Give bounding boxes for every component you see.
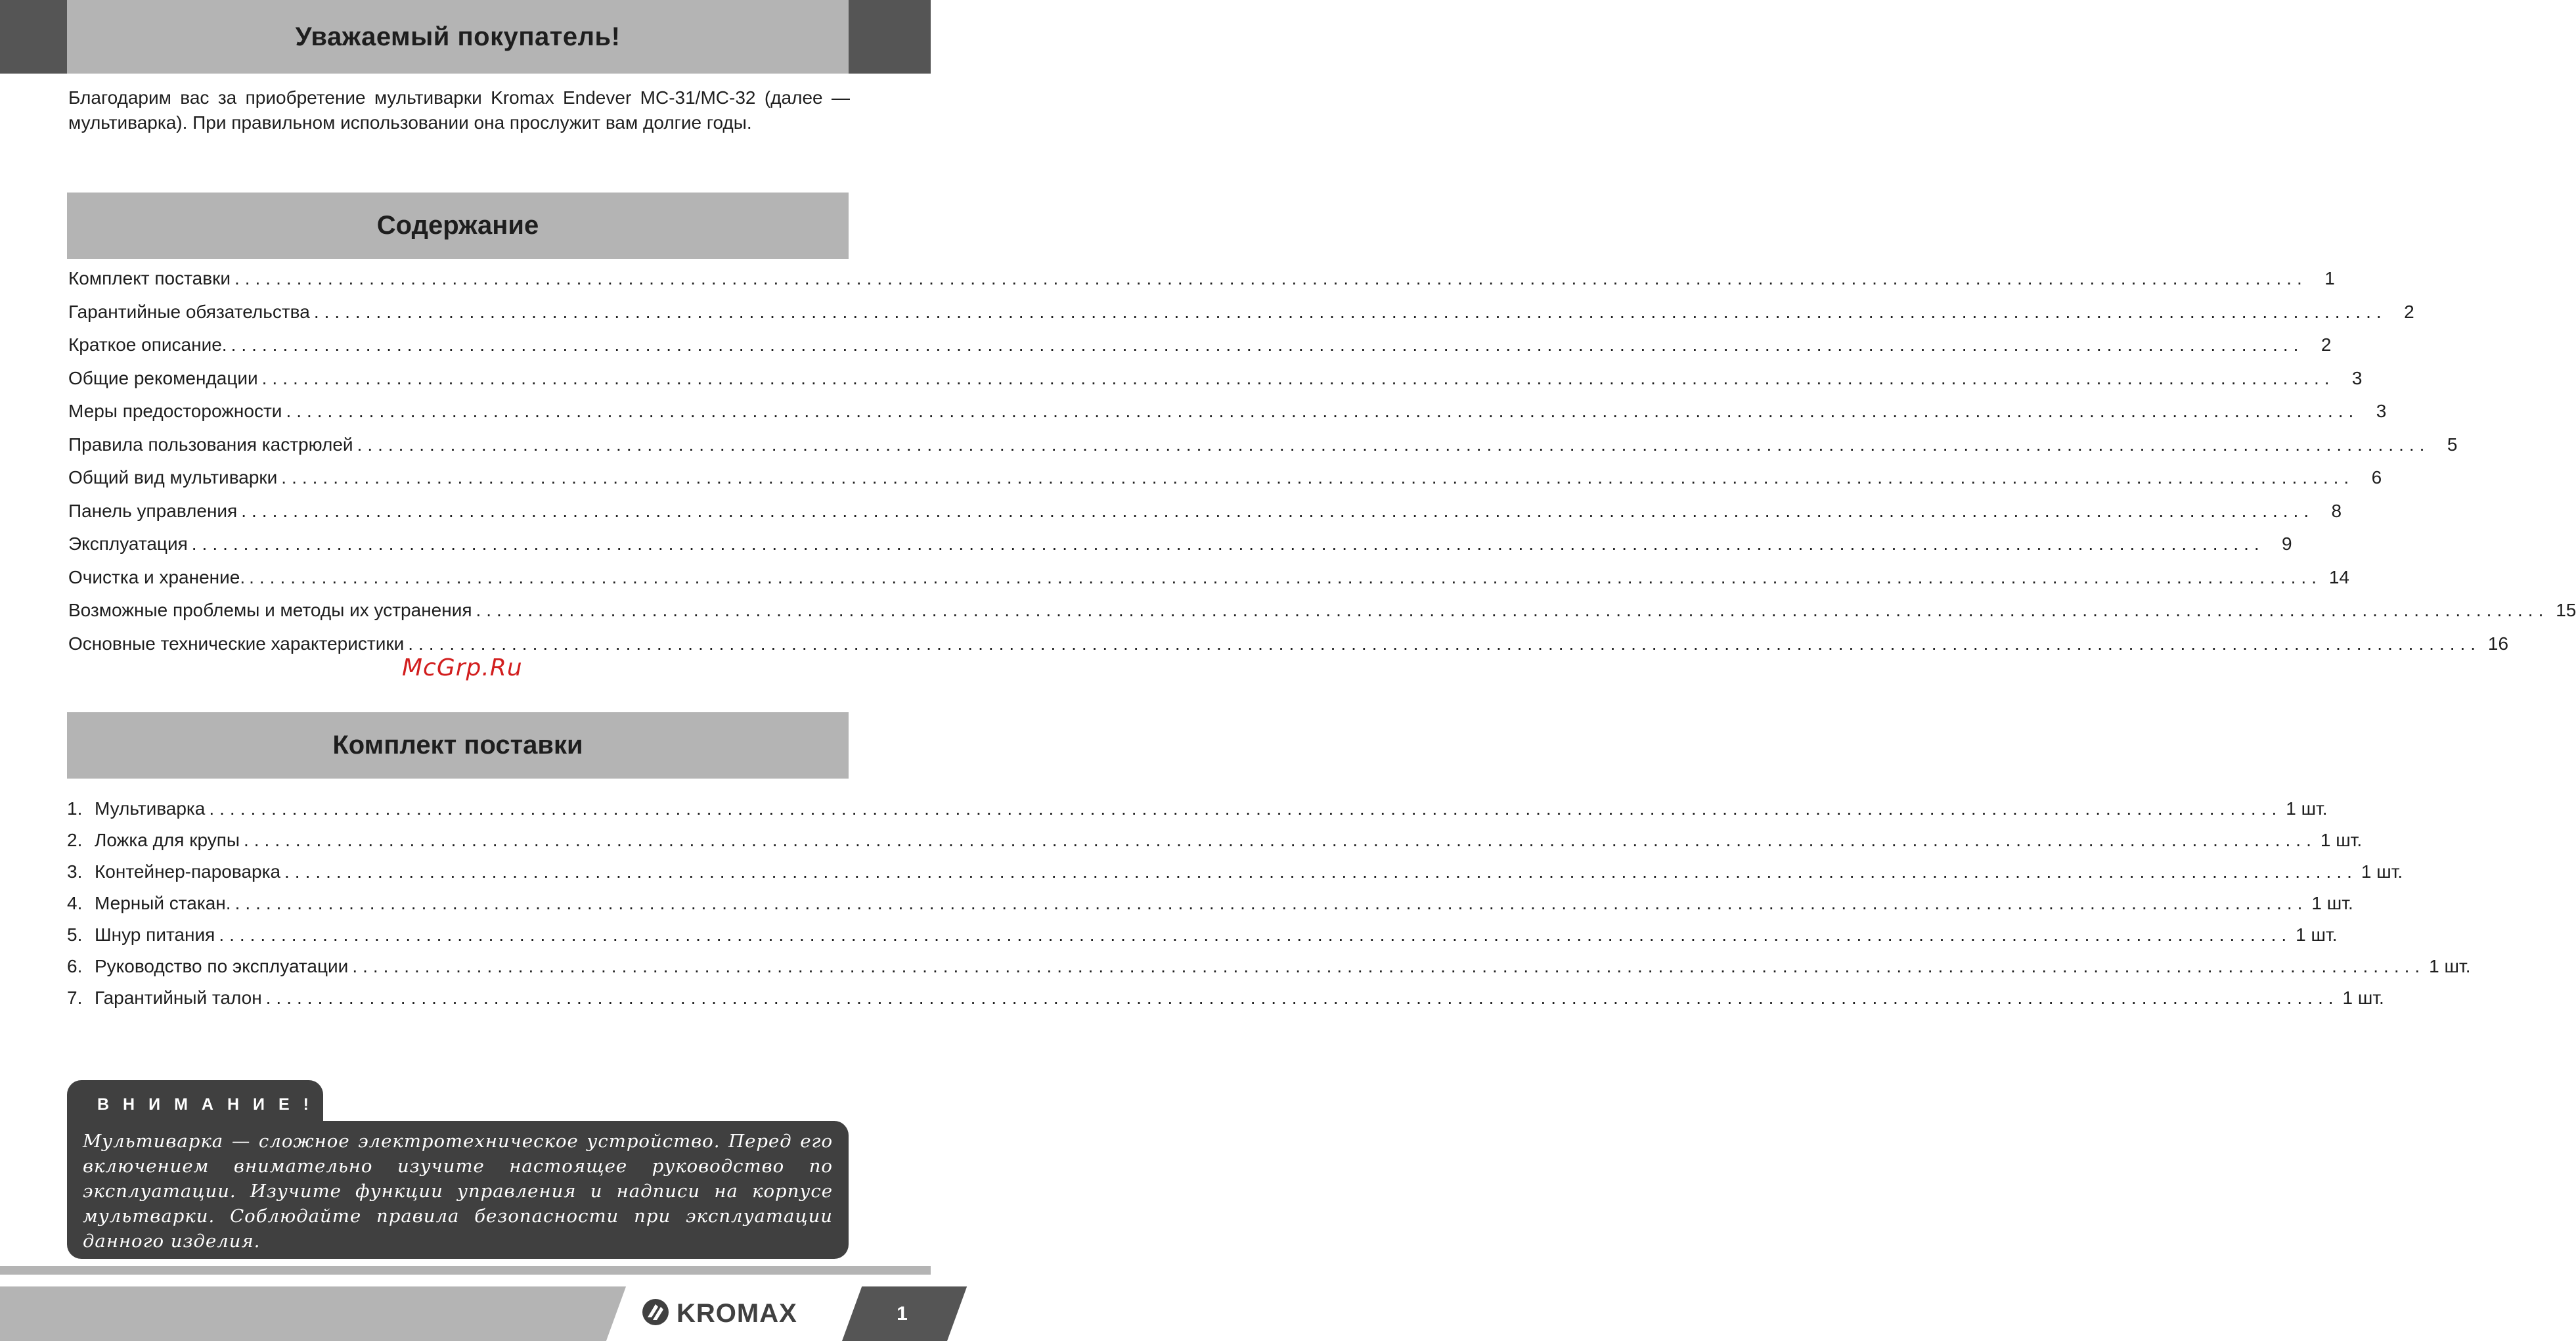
kit-item-label: Мультиварка [95,798,206,819]
kit-item-label: Контейнер-пароварка [95,861,281,882]
toc-item [68,534,2292,567]
toc-leader-dots: ........................................................................................................................................................................................................ [231,334,2304,355]
toc-item-page: 6 [2371,467,2382,488]
header-right-block [849,0,931,74]
kit-item-qty: 1 шт. [2429,956,2471,976]
toc-leader-dots: ........................................................................................................................................................................................................ [249,566,2322,587]
page-header [0,0,931,74]
toc-item-label: Правила пользования кастрюлей [68,434,353,455]
warning-tab [67,1080,323,1129]
toc-item-label: Панель управления [68,500,238,521]
kit-item [67,956,2471,988]
toc-header [67,193,849,259]
toc-leader-dots: ........................................................................................................................................................................................................ [261,367,2335,388]
kromax-logo-icon [641,1298,670,1330]
toc-item [68,434,2458,468]
toc-item [68,334,2332,368]
toc-item-page: 15 [2556,600,2576,620]
kit-item-qty: 1 шт. [2311,893,2353,913]
kit-item-number: 2. [67,830,83,850]
toc-item-label: Эксплуатация [68,534,188,554]
header-left-block [0,0,67,74]
warning-title: ВНИМАНИЕ! [97,1095,322,1114]
toc-item-label: Общие рекомендации [68,367,258,388]
warning-box [67,1121,849,1259]
page-title: Уважаемый покупатель! [295,22,621,51]
kit-item-label: Мерный стакан. [95,893,231,913]
toc-item [68,566,2349,601]
kit-item [67,924,2338,956]
brand-name: KROMAX [677,1299,797,1328]
toc-item-label: Меры предосторожности [68,401,282,421]
toc-item [68,467,2382,501]
kit-item-label: Шнур питания [95,924,215,945]
toc-leader-dots: ........................................................................................................................................................................................................ [241,500,2315,521]
kit-leader-dots: ........................................................................................................................................................................................................ [284,861,2357,882]
kit-item-qty: 1 шт. [2296,924,2338,945]
toc-item [68,500,2342,534]
kit-item-qty: 1 шт. [2286,798,2328,819]
watermark: McGrp.Ru [402,654,523,681]
kit-header [67,712,849,779]
kit-item-number: 7. [67,988,83,1008]
kit-item-label: Руководство по эксплуатации [95,956,349,976]
header-title-bar [67,0,849,74]
toc-leader-dots: ........................................................................................................................................................................................................ [281,467,2355,488]
kit-title: Комплект поставки [332,731,583,760]
kit-item-number: 4. [67,893,83,913]
toc-item-page: 1 [2324,268,2335,288]
kit-item-label-group [67,924,215,945]
toc-item-page: 3 [2351,367,2363,388]
toc-item [68,301,2414,335]
toc-item-page: 16 [2487,633,2509,654]
toc-leader-dots: ........................................................................................................................................................................................................ [408,633,2481,654]
toc-leader-dots: ........................................................................................................................................................................................................ [234,268,2307,288]
kit-item-number: 3. [67,861,83,882]
toc-item-page: 2 [2404,301,2414,322]
toc-item [68,367,2363,401]
toc-leader-dots: ........................................................................................................................................................................................................ [191,534,2265,554]
kit-item-label-group [67,956,348,977]
kit-leader-dots: ........................................................................................................................................................................................................ [352,956,2426,976]
toc-item-page: 9 [2282,534,2292,554]
footer-divider [0,1266,931,1275]
toc-leader-dots: ........................................................................................................................................................................................................ [286,401,2359,421]
toc-leader-dots: ........................................................................................................................................................................................................ [313,301,2387,322]
table-of-contents [68,268,2576,666]
kit-item [67,988,2384,1019]
toc-item-label: Общий вид мультиварки [68,467,278,488]
toc-item-label: Основные технические характеристики [68,633,405,654]
intro-paragraph: Благодарим вас за приобретение мультиварки Kromax Endever MC-31/MC-32 (далее — мультиварка). При правильном использовании она прослужит вам долгие годы. [68,87,850,133]
warning-text: Мультиварка — сложное электротехническое устройство. Перед его включением внимательно изучите настоящее руководство по эксплуатации. Изучите функции управления и надписи на корпусе мультварки. Соблюдайте правила безопасности при эксплуатации данного изделия. [83,1131,833,1252]
toc-leader-dots: ........................................................................................................................................................................................................ [357,434,2430,455]
brand-logo [641,1286,797,1341]
page-number: 1 [897,1302,908,1325]
kit-item [67,830,2363,861]
kit-item-label-group [67,988,262,1009]
toc-item-label: Очистка и хранение. [68,566,246,587]
toc-item-label: Гарантийные обязательства [68,301,310,322]
kit-item-label: Гарантийный талон [95,988,262,1008]
toc-item [68,600,2576,633]
toc-item-page: 5 [2447,434,2458,455]
toc-item-label: Краткое описание. [68,334,227,355]
kit-item-qty: 1 шт. [2342,988,2384,1008]
kit-item-qty: 1 шт. [2320,830,2363,850]
toc-item-page: 8 [2331,500,2342,521]
kit-item [67,798,2328,830]
toc-item-page: 2 [2321,334,2332,355]
kit-item-label-group [67,893,231,914]
kit-item-number: 1. [67,798,83,819]
kit-leader-dots: ........................................................................................................................................................................................................ [234,893,2308,913]
kit-leader-dots: ........................................................................................................................................................................................................ [219,924,2292,945]
kit-list [67,798,2471,1019]
footer-gray-band [0,1286,631,1341]
kit-item-number: 6. [67,956,83,976]
kit-item-label-group [67,830,240,851]
kit-leader-dots: ........................................................................................................................................................................................................ [265,988,2339,1008]
toc-item [68,268,2335,302]
kit-item-label-group [67,861,280,882]
toc-item-label: Комплект поставки [68,268,231,288]
toc-leader-dots: ........................................................................................................................................................................................................ [476,600,2549,620]
kit-leader-dots: ........................................................................................................................................................................................................ [209,798,2282,819]
page-footer [0,1286,931,1341]
kit-item-label: Ложка для крупы [95,830,240,850]
kit-item [67,861,2403,893]
kit-item-qty: 1 шт. [2361,861,2403,882]
kit-item-label-group [67,798,205,819]
kit-leader-dots: ........................................................................................................................................................................................................ [244,830,2317,850]
kit-item [67,893,2353,924]
kit-item-number: 5. [67,924,83,945]
toc-item [68,401,2387,434]
toc-title: Содержание [376,211,539,240]
toc-item-label: Возможные проблемы и методы их устранения [68,600,472,620]
toc-item-page: 3 [2376,401,2387,421]
toc-item-page: 14 [2328,566,2349,587]
